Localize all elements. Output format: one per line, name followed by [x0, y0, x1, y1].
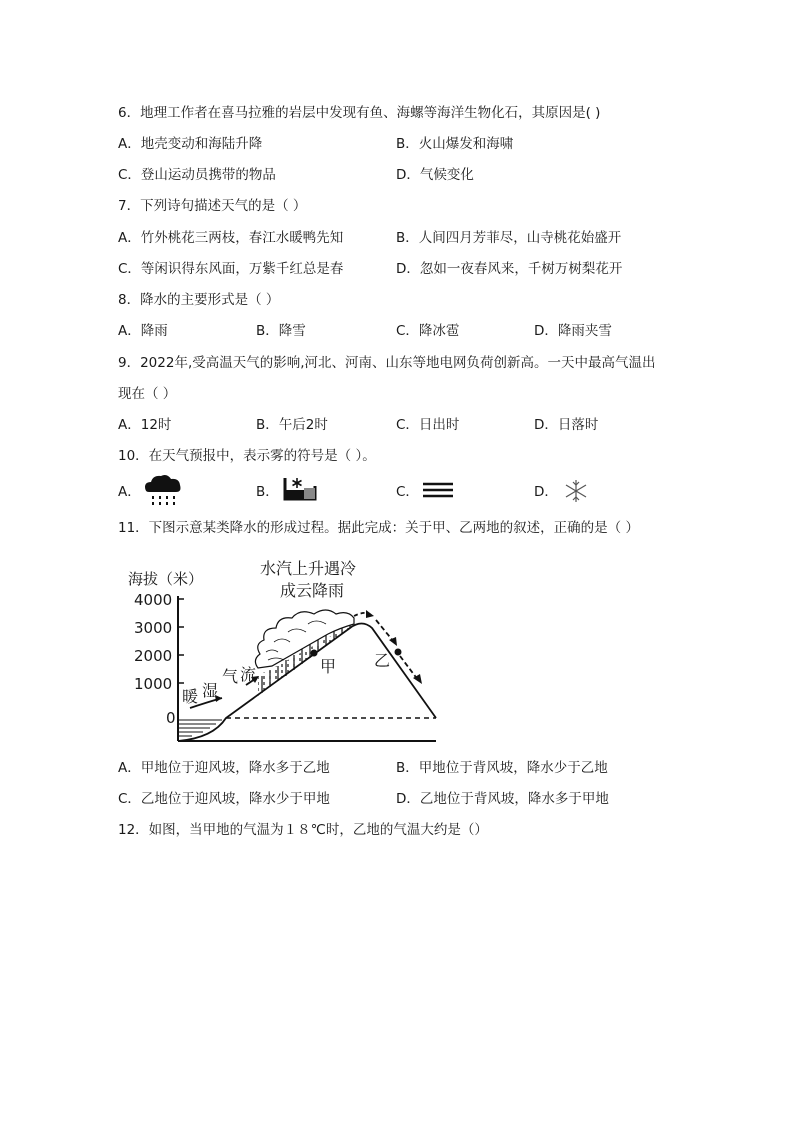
snowflake-icon	[562, 478, 590, 504]
y-tick-4000: 4000	[134, 591, 173, 609]
q11-option-d: D．乙地位于背风坡，降水多于甲地	[396, 791, 609, 807]
airflow-arrow-down-2	[400, 656, 418, 680]
q7-option-a: A．竹外桃花三两枝，春江水暖鸭先知	[118, 230, 344, 246]
airflow-label-char-4: 流	[240, 665, 257, 684]
fog-lines-icon	[421, 481, 455, 499]
rain-cloud-icon	[143, 472, 183, 508]
airflow-label-char-1: 暖	[182, 687, 199, 706]
q11-option-c: C．乙地位于迎风坡，降水少于甲地	[118, 791, 330, 807]
q7-option-d: D．忽如一夜春风来，千树万树梨花开	[396, 261, 623, 277]
diagram-caption-line1: 水汽上升遇冷	[260, 559, 357, 578]
q10-option-c: C．	[396, 484, 419, 500]
q6-option-c: C．登山运动员携带的物品	[118, 167, 276, 183]
q8-option-d: D．降雨夹雪	[534, 323, 612, 339]
question-9-stem-line2: 现在（ ）	[118, 386, 177, 402]
point-jia	[311, 650, 318, 657]
point-yi	[395, 649, 402, 656]
q6-option-d: D．气候变化	[396, 167, 474, 183]
question-12-stem: 12．如图，当甲地的气温为１８℃时，乙地的气温大约是（）	[118, 822, 488, 838]
y-tick-1000: 1000	[134, 675, 173, 693]
y-tick-2000: 2000	[134, 647, 173, 665]
airflow-label-char-3: 气	[222, 667, 239, 686]
q6-option-a: A．地壳变动和海陆升降	[118, 136, 263, 152]
place-yi-label: 乙	[374, 651, 391, 670]
question-10-stem: 10．在天气预报中，表示雾的符号是（ ）。	[118, 448, 376, 464]
q11-option-a: A．甲地位于迎风坡，降水多于乙地	[118, 760, 330, 776]
q7-option-b: B．人间四月芳菲尽，山寺桃花始盛开	[396, 230, 622, 246]
question-9-stem-line1: 9．2022年,受高温天气的影响,河北、河南、山东等地电网负荷创新高。一天中最高气温出	[118, 355, 656, 371]
q9-option-a: A．12时	[118, 417, 172, 433]
y-tick-0: 0	[166, 709, 176, 727]
question-11-stem: 11．下图示意某类降水的形成过程。据此完成：关于甲、乙两地的叙述，正确的是（ ）	[118, 520, 639, 536]
question-8-stem: 8．降水的主要形式是（ ）	[118, 292, 280, 308]
q11-option-b: B．甲地位于背风坡，降水少于乙地	[396, 760, 608, 776]
q9-option-b: B．午后2时	[256, 417, 328, 433]
airflow-label-char-2: 湿	[202, 681, 219, 700]
place-jia-label: 甲	[320, 657, 337, 676]
q9-option-d: D．日落时	[534, 417, 599, 433]
q8-option-c: C．降冰雹	[396, 323, 460, 339]
y-axis-label: 海拔（米）	[128, 570, 204, 588]
question-6-stem: 6．地理工作者在喜马拉雅的岩层中发现有鱼、海螺等海洋生物化石，其原因是( )	[118, 105, 601, 121]
orographic-precipitation-diagram	[118, 556, 443, 746]
q10-option-b: B．	[256, 484, 279, 500]
q7-option-c: C．等闲识得东风面，万紫千红总是春	[118, 261, 344, 277]
q8-option-b: B．降雪	[256, 323, 306, 339]
q8-option-a: A．降雨	[118, 323, 168, 339]
q9-option-c: C．日出时	[396, 417, 460, 433]
snow-box-icon	[282, 476, 318, 502]
q10-option-d: D．	[534, 484, 558, 500]
diagram-caption-line2: 成云降雨	[280, 581, 345, 600]
q6-option-b: B．火山爆发和海啸	[396, 136, 514, 152]
question-7-stem: 7．下列诗句描述天气的是（ ）	[118, 198, 307, 214]
q10-option-a: A．	[118, 484, 141, 500]
y-tick-3000: 3000	[134, 619, 173, 637]
